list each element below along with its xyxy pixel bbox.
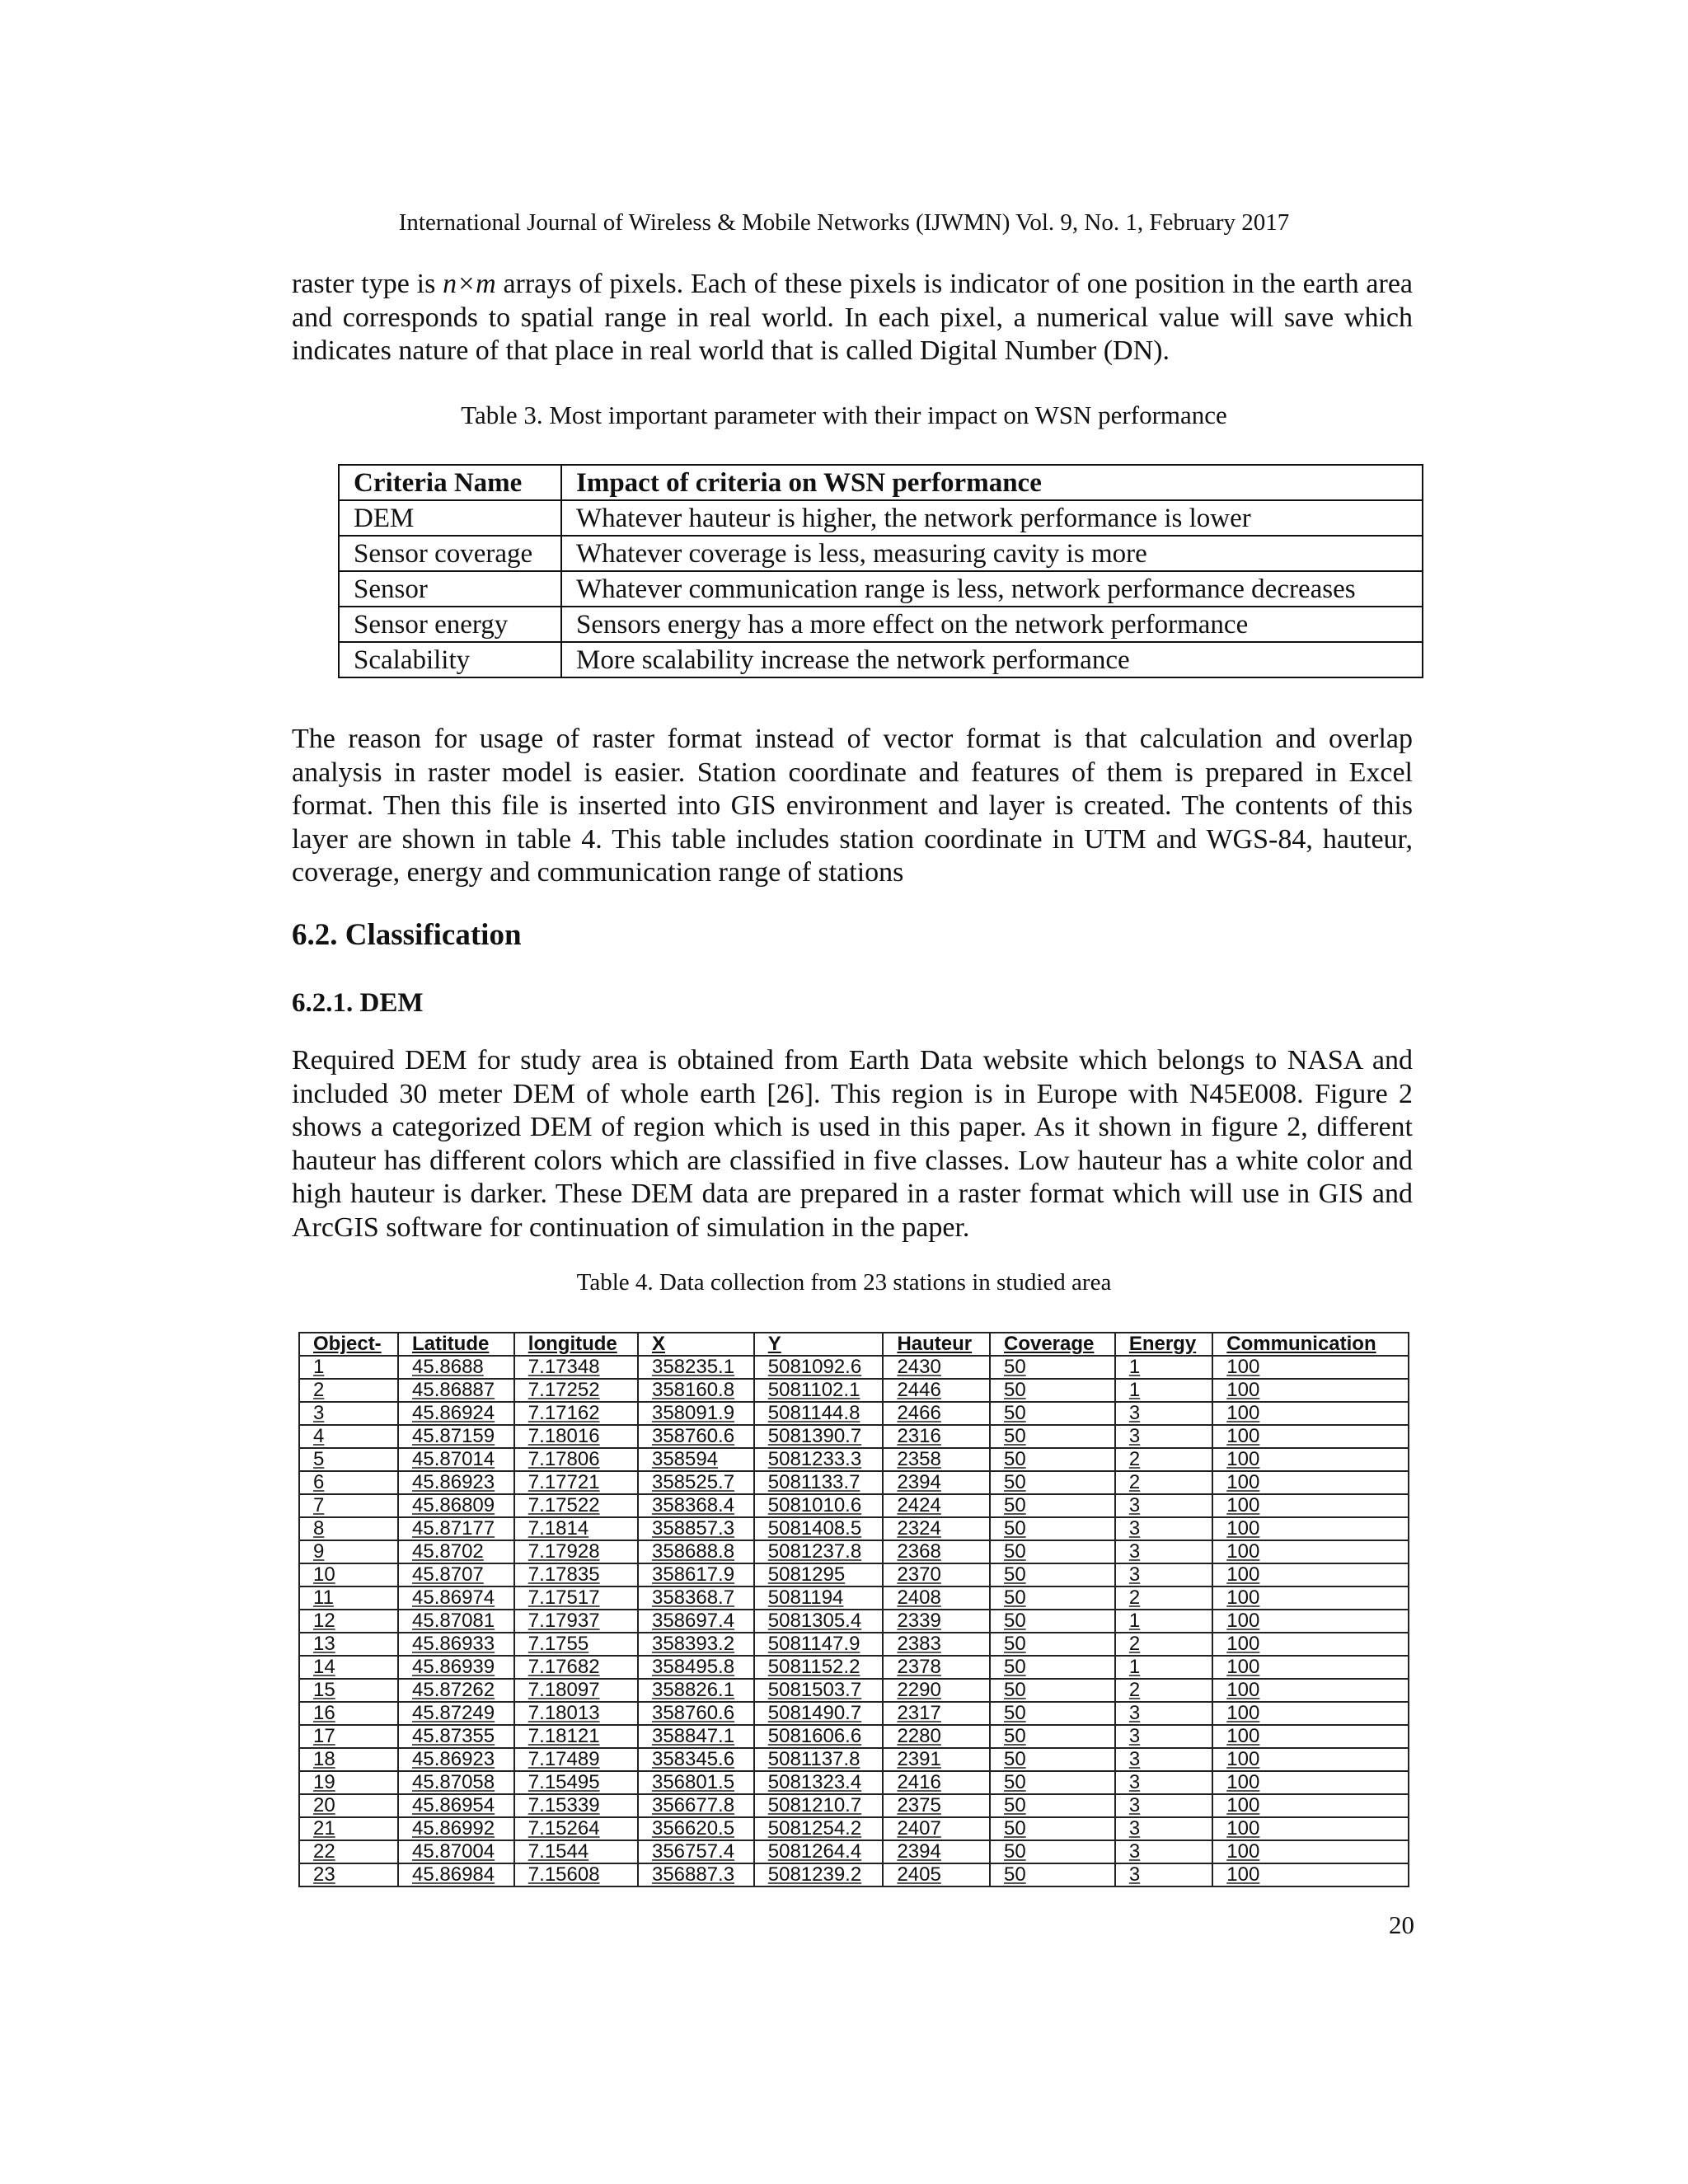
table4-row <box>299 1379 1409 1402</box>
section-heading: 6.2. Classification <box>292 918 522 952</box>
table4-cell: 358495.8 <box>638 1656 754 1679</box>
table4-cell: 358368.7 <box>638 1586 754 1610</box>
table4-cell: 100 <box>1212 1656 1409 1679</box>
table4-row <box>299 1840 1409 1863</box>
table4-cell: 2370 <box>883 1563 990 1586</box>
table4-cell: 3 <box>1115 1517 1212 1540</box>
table4-cell: 358760.6 <box>638 1702 754 1725</box>
impact-cell: More scalability increase the network performance <box>561 642 1423 677</box>
table4-cell: 7.18097 <box>514 1679 638 1702</box>
table4-row <box>299 1702 1409 1725</box>
subsection-heading: 6.2.1. DEM <box>292 988 424 1018</box>
table4-cell: 50 <box>990 1794 1115 1817</box>
table4-cell: 5081503.7 <box>754 1679 884 1702</box>
table4-cell: 3 <box>1115 1402 1212 1425</box>
table4-cell: 5081144.8 <box>754 1402 884 1425</box>
table4-cell: 45.86887 <box>398 1379 514 1402</box>
table4-row <box>299 1586 1409 1610</box>
criteria-name-cell: Scalability <box>339 642 561 677</box>
table4-cell: 3 <box>1115 1771 1212 1794</box>
table4-cell: 50 <box>990 1379 1115 1402</box>
table4-cell: 5081254.2 <box>754 1817 884 1840</box>
table4-cell: 45.87014 <box>398 1448 514 1471</box>
table4-header-cell: X <box>638 1333 754 1356</box>
table4-cell: 45.87058 <box>398 1771 514 1794</box>
table4-row <box>299 1402 1409 1425</box>
table4-cell: 50 <box>990 1610 1115 1633</box>
criteria-name-cell: Sensor energy <box>339 607 561 642</box>
table4-cell: 22 <box>299 1840 398 1863</box>
table4-cell: 50 <box>990 1656 1115 1679</box>
table4-cell: 45.8707 <box>398 1563 514 1586</box>
table4-cell: 358393.2 <box>638 1633 754 1656</box>
table4-cell: 45.87355 <box>398 1725 514 1748</box>
running-header: International Journal of Wireless & Mobile Networks (IJWMN) Vol. 9, No. 1, February 2017 <box>398 209 1290 236</box>
table4-header-cell: Y <box>754 1333 884 1356</box>
table4-cell: 2383 <box>883 1633 990 1656</box>
table4-cell: 2317 <box>883 1702 990 1725</box>
table4-cell: 7.17252 <box>514 1379 638 1402</box>
table4-cell: 9 <box>299 1540 398 1563</box>
table4-cell: 5081137.8 <box>754 1748 884 1771</box>
table4-cell: 7.18016 <box>514 1425 638 1448</box>
table3-row <box>339 500 1423 536</box>
table4-cell: 356887.3 <box>638 1863 754 1886</box>
table4-cell: 5081133.7 <box>754 1471 884 1494</box>
table4-cell: 7.17835 <box>514 1563 638 1586</box>
table4-row <box>299 1425 1409 1448</box>
table4-cell: 3 <box>1115 1725 1212 1748</box>
table4-cell: 21 <box>299 1817 398 1840</box>
table4-cell: 2375 <box>883 1794 990 1817</box>
table4-cell: 3 <box>1115 1563 1212 1586</box>
table4-cell: 5081010.6 <box>754 1494 884 1517</box>
table4-cell: 3 <box>1115 1702 1212 1725</box>
intro-text-end: arrays of pixels. Each of these pixels is indicator of one position in the earth area and corresponds to spatial range in real world. In each pixel, a numerical value will save which indicates nature of that place in real world that is called Digital Number (DN). <box>292 269 1413 366</box>
table4-cell: 2 <box>299 1379 398 1402</box>
table4-cell: 50 <box>990 1771 1115 1794</box>
table4-cell: 1 <box>1115 1356 1212 1379</box>
table4-cell: 13 <box>299 1633 398 1656</box>
table4-cell: 45.87177 <box>398 1517 514 1540</box>
criteria-name-cell: Sensor <box>339 571 561 607</box>
table4-cell: 17 <box>299 1725 398 1748</box>
table4-row <box>299 1356 1409 1379</box>
table4-cell: 50 <box>990 1586 1115 1610</box>
table4-cell: 2316 <box>883 1425 990 1448</box>
table4-cell: 2368 <box>883 1540 990 1563</box>
table4-cell: 358345.6 <box>638 1748 754 1771</box>
table4-cell: 5081152.2 <box>754 1656 884 1679</box>
table4-row <box>299 1610 1409 1633</box>
table4-cell: 45.87159 <box>398 1425 514 1448</box>
table4-row <box>299 1540 1409 1563</box>
table4-row <box>299 1448 1409 1471</box>
table4-cell: 45.86954 <box>398 1794 514 1817</box>
criteria-name-cell: Sensor coverage <box>339 536 561 571</box>
table4-cell: 356620.5 <box>638 1817 754 1840</box>
table4-cell: 7.17517 <box>514 1586 638 1610</box>
table4-cell: 5081194 <box>754 1586 884 1610</box>
table4-cell: 50 <box>990 1840 1115 1863</box>
table3-row <box>339 607 1423 642</box>
intro-math: n×m <box>443 269 496 299</box>
table3-body <box>339 500 1423 677</box>
table4-row <box>299 1725 1409 1748</box>
table4-cell: 5081210.7 <box>754 1794 884 1817</box>
table4-cell: 5081295 <box>754 1563 884 1586</box>
table4-cell: 2407 <box>883 1817 990 1840</box>
table4-cell: 45.87249 <box>398 1702 514 1725</box>
table4-cell: 3 <box>299 1402 398 1425</box>
table4-cell: 7.17806 <box>514 1448 638 1471</box>
table4-cell: 1 <box>1115 1656 1212 1679</box>
table4-cell: 100 <box>1212 1817 1409 1840</box>
table4-cell: 5081239.2 <box>754 1863 884 1886</box>
table4-cell: 10 <box>299 1563 398 1586</box>
table4-cell: 2339 <box>883 1610 990 1633</box>
table3-caption: Table 3. Most important parameter with their impact on WSN performance <box>461 401 1227 429</box>
table4-cell: 11 <box>299 1586 398 1610</box>
table4-cell: 2290 <box>883 1679 990 1702</box>
table4-cell: 3 <box>1115 1817 1212 1840</box>
table4-cell: 2446 <box>883 1379 990 1402</box>
table3 <box>338 464 1423 678</box>
table4-header-cell: Coverage <box>990 1333 1115 1356</box>
table3-header-row <box>339 465 1423 500</box>
table4-cell: 7.17489 <box>514 1748 638 1771</box>
table4-cell: 100 <box>1212 1794 1409 1817</box>
table4-cell: 50 <box>990 1517 1115 1540</box>
table4-cell: 3 <box>1115 1794 1212 1817</box>
table4-cell: 7.15339 <box>514 1794 638 1817</box>
table4-cell: 45.86924 <box>398 1402 514 1425</box>
table4-header-cell: Object- <box>299 1333 398 1356</box>
dem-paragraph: Required DEM for study area is obtained from Earth Data website which belongs to NASA and included 30 meter DEM of whole earth [26]. This region is in Europe with N45E008. Figure 2 shows a categorized DEM of region which is used in this paper. As it shown in figure 2, different hauteur has different colors which are classified in five classes. Low hauteur has a white color and high hauteur is darker. These DEM data are prepared in a raster format which will use in GIS and ArcGIS software for continuation of simulation in the paper. <box>292 1045 1413 1243</box>
table4-row <box>299 1517 1409 1540</box>
table4-cell: 5081147.9 <box>754 1633 884 1656</box>
table4-cell: 100 <box>1212 1725 1409 1748</box>
table4-cell: 50 <box>990 1702 1115 1725</box>
table4-cell: 5081264.4 <box>754 1840 884 1863</box>
table4-cell: 50 <box>990 1563 1115 1586</box>
table4-cell: 100 <box>1212 1471 1409 1494</box>
table4-cell: 1 <box>1115 1379 1212 1402</box>
criteria-name-cell: DEM <box>339 500 561 536</box>
table4-cell: 100 <box>1212 1840 1409 1863</box>
table4-cell: 358760.6 <box>638 1425 754 1448</box>
table4-cell: 50 <box>990 1402 1115 1425</box>
table4-cell: 5081490.7 <box>754 1702 884 1725</box>
table4-cell: 3 <box>1115 1748 1212 1771</box>
table4-cell: 1 <box>1115 1610 1212 1633</box>
table4-cell: 45.86923 <box>398 1748 514 1771</box>
table4-cell: 50 <box>990 1425 1115 1448</box>
table4-header-cell: Hauteur <box>883 1333 990 1356</box>
raster-paragraph: The reason for usage of raster format instead of vector format is that calculation and overlap analysis in raster model is easier. Station coordinate and features of them is prepared in Excel format. Then this file is inserted into GIS environment and layer is created. The contents of this layer are shown in table 4. This table includes station coordinate in UTM and WGS-84, hauteur, coverage, energy and communication range of stations <box>292 724 1413 888</box>
table4-cell: 8 <box>299 1517 398 1540</box>
table4-cell: 45.87004 <box>398 1840 514 1863</box>
table4-cell: 2394 <box>883 1840 990 1863</box>
table4-cell: 3 <box>1115 1425 1212 1448</box>
table4-cell: 7.15264 <box>514 1817 638 1840</box>
table4-cell: 5081606.6 <box>754 1725 884 1748</box>
table4-cell: 2394 <box>883 1471 990 1494</box>
table4-cell: 5081305.4 <box>754 1610 884 1633</box>
table4-cell: 45.86984 <box>398 1863 514 1886</box>
table4-cell: 50 <box>990 1863 1115 1886</box>
table4-cell: 2 <box>1115 1586 1212 1610</box>
table4-header-cell: Latitude <box>398 1333 514 1356</box>
table4-body <box>299 1356 1409 1886</box>
table4-cell: 45.86923 <box>398 1471 514 1494</box>
table4-cell: 358826.1 <box>638 1679 754 1702</box>
table4-cell: 3 <box>1115 1494 1212 1517</box>
table4-cell: 358697.4 <box>638 1610 754 1633</box>
table4-cell: 45.86809 <box>398 1494 514 1517</box>
table4-header-cell: Energy <box>1115 1333 1212 1356</box>
table4-cell: 3 <box>1115 1840 1212 1863</box>
table3-header-cell: Impact of criteria on WSN performance <box>561 465 1423 500</box>
table4-cell: 358091.9 <box>638 1402 754 1425</box>
table4-header-cell: Communication <box>1212 1333 1409 1356</box>
table4-cell: 5081237.8 <box>754 1540 884 1563</box>
table4-header-row <box>299 1333 1409 1356</box>
impact-cell: Whatever coverage is less, measuring cavity is more <box>561 536 1423 571</box>
table4-cell: 2405 <box>883 1863 990 1886</box>
table4-cell: 356677.8 <box>638 1794 754 1817</box>
table4-cell: 7.17721 <box>514 1471 638 1494</box>
table4-cell: 100 <box>1212 1563 1409 1586</box>
table4-cell: 7.17348 <box>514 1356 638 1379</box>
table4-cell: 100 <box>1212 1517 1409 1540</box>
table4-row <box>299 1794 1409 1817</box>
table4-cell: 100 <box>1212 1679 1409 1702</box>
table4-cell: 50 <box>990 1679 1115 1702</box>
table4-cell: 6 <box>299 1471 398 1494</box>
table4-cell: 7.17937 <box>514 1610 638 1633</box>
table4-cell: 100 <box>1212 1356 1409 1379</box>
table4-cell: 45.86974 <box>398 1586 514 1610</box>
table4-cell: 3 <box>1115 1863 1212 1886</box>
table4-cell: 358617.9 <box>638 1563 754 1586</box>
table4-cell: 7.18121 <box>514 1725 638 1748</box>
table4-cell: 358857.3 <box>638 1517 754 1540</box>
table4-cell: 7.17522 <box>514 1494 638 1517</box>
table4-cell: 5081092.6 <box>754 1356 884 1379</box>
table4-cell: 45.86992 <box>398 1817 514 1840</box>
table4-row <box>299 1656 1409 1679</box>
table4-cell: 7.1755 <box>514 1633 638 1656</box>
table4-cell: 50 <box>990 1817 1115 1840</box>
table4-cell: 356757.4 <box>638 1840 754 1863</box>
table4-cell: 2358 <box>883 1448 990 1471</box>
table4-row <box>299 1563 1409 1586</box>
table4-cell: 7.17682 <box>514 1656 638 1679</box>
table4-cell: 2378 <box>883 1656 990 1679</box>
table4-cell: 50 <box>990 1471 1115 1494</box>
table4-cell: 100 <box>1212 1402 1409 1425</box>
table4-cell: 16 <box>299 1702 398 1725</box>
table4-cell: 7.1544 <box>514 1840 638 1863</box>
table4-cell: 5081323.4 <box>754 1771 884 1794</box>
table4-cell: 358594 <box>638 1448 754 1471</box>
table3-row <box>339 536 1423 571</box>
table4-cell: 50 <box>990 1448 1115 1471</box>
table3-header-cell: Criteria Name <box>339 465 561 500</box>
table4-cell: 2 <box>1115 1448 1212 1471</box>
table4-cell: 7.15608 <box>514 1863 638 1886</box>
table4-cell: 4 <box>299 1425 398 1448</box>
table4-cell: 2 <box>1115 1679 1212 1702</box>
table4-cell: 2280 <box>883 1725 990 1748</box>
table4-cell: 358368.4 <box>638 1494 754 1517</box>
table4-cell: 5 <box>299 1448 398 1471</box>
table4-cell: 50 <box>990 1356 1115 1379</box>
table4-cell: 100 <box>1212 1863 1409 1886</box>
table4-cell: 358688.8 <box>638 1540 754 1563</box>
impact-cell: Whatever hauteur is higher, the network performance is lower <box>561 500 1423 536</box>
table4-cell: 45.8688 <box>398 1356 514 1379</box>
table4-cell: 5081390.7 <box>754 1425 884 1448</box>
table4-cell: 19 <box>299 1771 398 1794</box>
table4-cell: 358160.8 <box>638 1379 754 1402</box>
table4-cell: 100 <box>1212 1494 1409 1517</box>
table4-cell: 7.15495 <box>514 1771 638 1794</box>
table4-cell: 23 <box>299 1863 398 1886</box>
table4-cell: 5081102.1 <box>754 1379 884 1402</box>
table4-cell: 358235.1 <box>638 1356 754 1379</box>
table4-row <box>299 1817 1409 1840</box>
table4-cell: 45.8702 <box>398 1540 514 1563</box>
table4-cell: 18 <box>299 1748 398 1771</box>
table4-cell: 2416 <box>883 1771 990 1794</box>
intro-paragraph <box>292 268 1413 368</box>
table4-cell: 2424 <box>883 1494 990 1517</box>
table4-cell: 2 <box>1115 1471 1212 1494</box>
table4-cell: 2 <box>1115 1633 1212 1656</box>
table4-header-cell: longitude <box>514 1333 638 1356</box>
table4-cell: 7.17928 <box>514 1540 638 1563</box>
table4-cell: 356801.5 <box>638 1771 754 1794</box>
table4-row <box>299 1679 1409 1702</box>
table4-cell: 5081408.5 <box>754 1517 884 1540</box>
table3-row <box>339 642 1423 677</box>
table4-cell: 100 <box>1212 1748 1409 1771</box>
table4-cell: 7.17162 <box>514 1402 638 1425</box>
table4-cell: 2408 <box>883 1586 990 1610</box>
table4-cell: 45.87262 <box>398 1679 514 1702</box>
table4-cell: 100 <box>1212 1633 1409 1656</box>
impact-cell: Whatever communication range is less, network performance decreases <box>561 571 1423 607</box>
table4-row <box>299 1771 1409 1794</box>
table4-cell: 50 <box>990 1540 1115 1563</box>
table4-cell: 1 <box>299 1356 398 1379</box>
table4-row <box>299 1494 1409 1517</box>
table3-row <box>339 571 1423 607</box>
table4-row <box>299 1633 1409 1656</box>
table4-cell: 2466 <box>883 1402 990 1425</box>
table4-cell: 15 <box>299 1679 398 1702</box>
table4-cell: 100 <box>1212 1540 1409 1563</box>
intro-text-start: raster type is <box>292 269 443 299</box>
table4-cell: 100 <box>1212 1586 1409 1610</box>
table4-row <box>299 1863 1409 1886</box>
table4-cell: 2430 <box>883 1356 990 1379</box>
table4-cell: 7.1814 <box>514 1517 638 1540</box>
table4-cell: 45.86933 <box>398 1633 514 1656</box>
impact-cell: Sensors energy has a more effect on the network performance <box>561 607 1423 642</box>
table4 <box>298 1332 1409 1887</box>
page-number: 20 <box>1389 1910 1414 1939</box>
table4-cell: 45.87081 <box>398 1610 514 1633</box>
table4-cell: 100 <box>1212 1771 1409 1794</box>
table4-cell: 100 <box>1212 1610 1409 1633</box>
table4-cell: 7.18013 <box>514 1702 638 1725</box>
table4-cell: 2324 <box>883 1517 990 1540</box>
table4-cell: 7 <box>299 1494 398 1517</box>
table4-cell: 358525.7 <box>638 1471 754 1494</box>
table4-cell: 100 <box>1212 1425 1409 1448</box>
table4-cell: 5081233.3 <box>754 1448 884 1471</box>
table4-cell: 12 <box>299 1610 398 1633</box>
table4-cell: 100 <box>1212 1702 1409 1725</box>
table4-cell: 14 <box>299 1656 398 1679</box>
table4-cell: 2391 <box>883 1748 990 1771</box>
table4-cell: 20 <box>299 1794 398 1817</box>
table4-cell: 50 <box>990 1725 1115 1748</box>
table4-cell: 50 <box>990 1748 1115 1771</box>
table4-caption: Table 4. Data collection from 23 stations in studied area <box>576 1269 1112 1296</box>
table4-cell: 3 <box>1115 1540 1212 1563</box>
table4-row <box>299 1748 1409 1771</box>
table4-cell: 45.86939 <box>398 1656 514 1679</box>
table4-cell: 358847.1 <box>638 1725 754 1748</box>
table4-row <box>299 1471 1409 1494</box>
table4-cell: 50 <box>990 1494 1115 1517</box>
table4-cell: 100 <box>1212 1448 1409 1471</box>
table4-cell: 50 <box>990 1633 1115 1656</box>
table4-cell: 100 <box>1212 1379 1409 1402</box>
